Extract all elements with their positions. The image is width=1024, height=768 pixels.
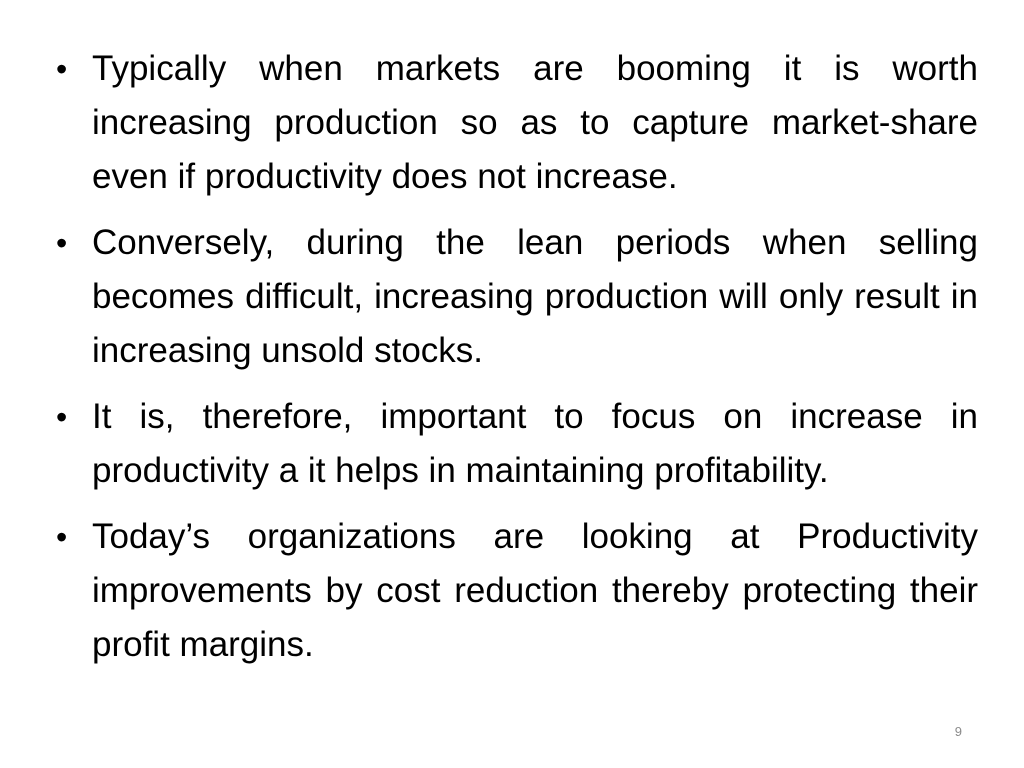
page-number: 9 [954, 724, 962, 739]
bullet-item [52, 42, 978, 204]
bullet-text: Typically when markets are booming it is worth increasing production so as to capture market-share even if productivity does not increase. [92, 49, 978, 196]
bullet-icon: • [56, 225, 68, 261]
bullet-icon: • [56, 51, 68, 87]
bullet-item [52, 390, 978, 498]
bullet-list [52, 42, 978, 684]
bullet-icon: • [56, 399, 68, 435]
bullet-item [52, 216, 978, 378]
bullet-item [52, 510, 978, 672]
bullet-text: It is, therefore, important to focus on increase in productivity a it helps in maintaining profitability. [92, 397, 978, 490]
bullet-icon: • [56, 519, 68, 555]
bullet-text: Today’s organizations are looking at Productivity improvements by cost reduction thereby protecting their profit margins. [92, 517, 978, 664]
bullet-text: Conversely, during the lean periods when selling becomes difficult, increasing production will only result in increasing unsold stocks. [92, 223, 978, 370]
